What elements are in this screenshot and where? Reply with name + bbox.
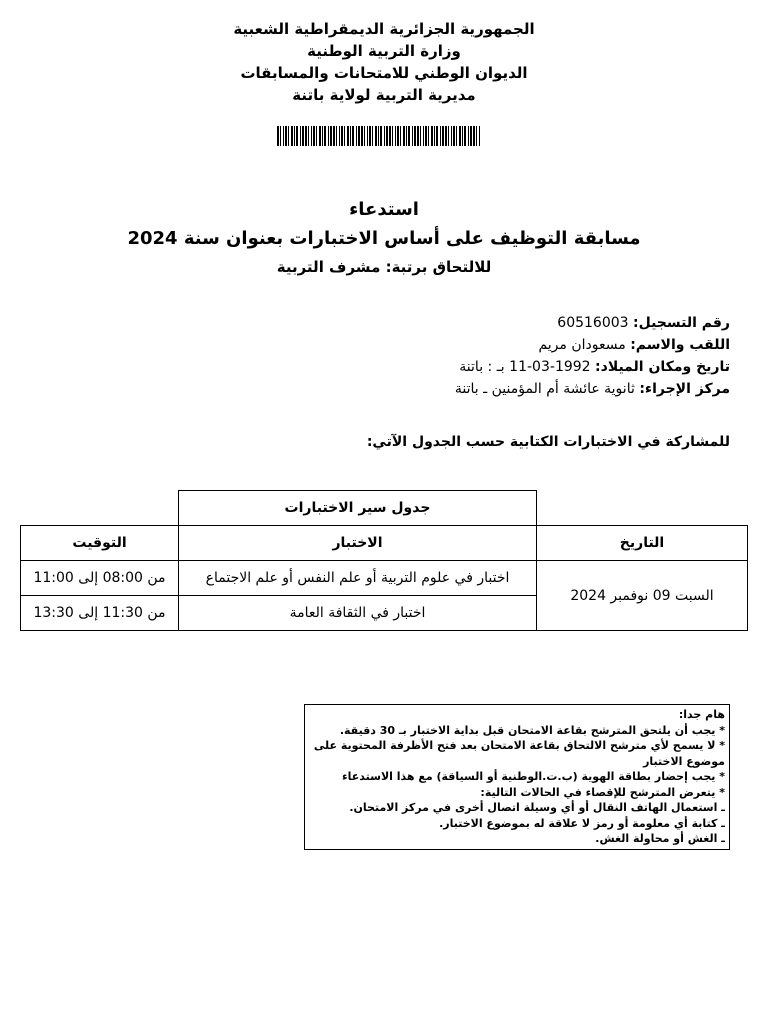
- header-row: [21, 526, 748, 561]
- note-line: ـ استعمال الهاتف النقال أو أي وسيلة اتصال أخرى في مركز الامتحان.: [349, 801, 725, 814]
- note-line: * يجب أن يلتحق المترشح بقاعة الامتحان قبل بداية الاختبار بـ 30 دقيقة.: [339, 723, 725, 737]
- registration-row: [330, 312, 730, 334]
- republic-name: الجمهورية الجزائرية الديمقراطية الشعبية: [233, 20, 535, 38]
- notes-title: هام جدا:: [678, 708, 725, 721]
- note-line: موضوع الاختبار: [643, 754, 725, 768]
- birth-label: تاريخ ومكان الميلاد:: [595, 359, 730, 375]
- caption-row: [21, 491, 748, 526]
- note-line: ـ كتابة أي معلومة أو رمز لا علاقة له بموضوع الاختبار.: [439, 816, 725, 830]
- barcode-icon: [277, 126, 482, 146]
- schedule-caption: جدول سير الاختبارات: [179, 491, 537, 526]
- important-notes-box: [304, 704, 730, 850]
- registration-label: رقم التسجيل:: [633, 315, 730, 331]
- blank-cell: [21, 491, 179, 526]
- exam-center: ثانوية عائشة أم المؤمنين ـ باتنة: [454, 381, 635, 397]
- note-line: * لا يسمح لأي مترشح الالتحاق بقاعة الامتحان بعد فتح الأظرفة المحتوية على: [313, 739, 725, 752]
- document-titles: [0, 196, 768, 280]
- exam-schedule-table: [20, 490, 748, 631]
- center-row: [330, 378, 730, 400]
- note-line: * يجب إحضار بطاقة الهوية (ب.ت.الوطنية أو السياقة) مع هذا الاستدعاء: [342, 770, 725, 783]
- schedule-intro: للمشاركة في الاختبارات الكتابية حسب الجدول الآتي:: [366, 434, 730, 450]
- exam-time: من 11:30 إلى 13:30: [21, 596, 179, 631]
- birth-row: [330, 356, 730, 378]
- exam-name: اختبار في الثقافة العامة: [179, 596, 537, 631]
- contest-title: مسابقة التوظيف على أساس الاختبارات بعنوان سنة 2024: [127, 228, 641, 249]
- note-line: ـ الغش أو محاولة الغش.: [595, 832, 725, 845]
- registration-number: 60516003: [557, 315, 629, 331]
- exam-date: السبت 09 نوفمبر 2024: [537, 561, 748, 631]
- exam-time: من 08:00 إلى 11:00: [21, 561, 179, 596]
- rank-title: للالتحاق برتبة: مشرف التربية: [276, 258, 492, 276]
- candidate-info: [330, 312, 730, 400]
- note-line: * يتعرض المترشح للإقصاء في الحالات التالية:: [480, 785, 725, 799]
- date-header: التاريخ: [537, 526, 748, 561]
- center-label: مركز الإجراء:: [639, 381, 730, 397]
- directorate-name: مديرية التربية لولاية باتنة: [292, 86, 476, 104]
- office-name: الديوان الوطني للامتحانات والمسابقات: [240, 64, 528, 82]
- exam-header: الاختبار: [179, 526, 537, 561]
- name-label: اللقب والاسم:: [630, 337, 730, 353]
- blank-cell: [537, 491, 748, 526]
- exam-name: اختبار في علوم التربية أو علم النفس أو علم الاجتماع: [179, 561, 537, 596]
- ministry-name: وزارة التربية الوطنية: [307, 42, 461, 60]
- candidate-name: مسعودان مريم: [538, 337, 626, 353]
- document-header: [0, 18, 768, 106]
- name-row: [330, 334, 730, 356]
- document-title: استدعاء: [349, 199, 419, 220]
- time-header: التوقيت: [21, 526, 179, 561]
- table-row: [21, 561, 748, 596]
- birth-value: 1992-03-11 بـ : باتنة: [459, 359, 591, 375]
